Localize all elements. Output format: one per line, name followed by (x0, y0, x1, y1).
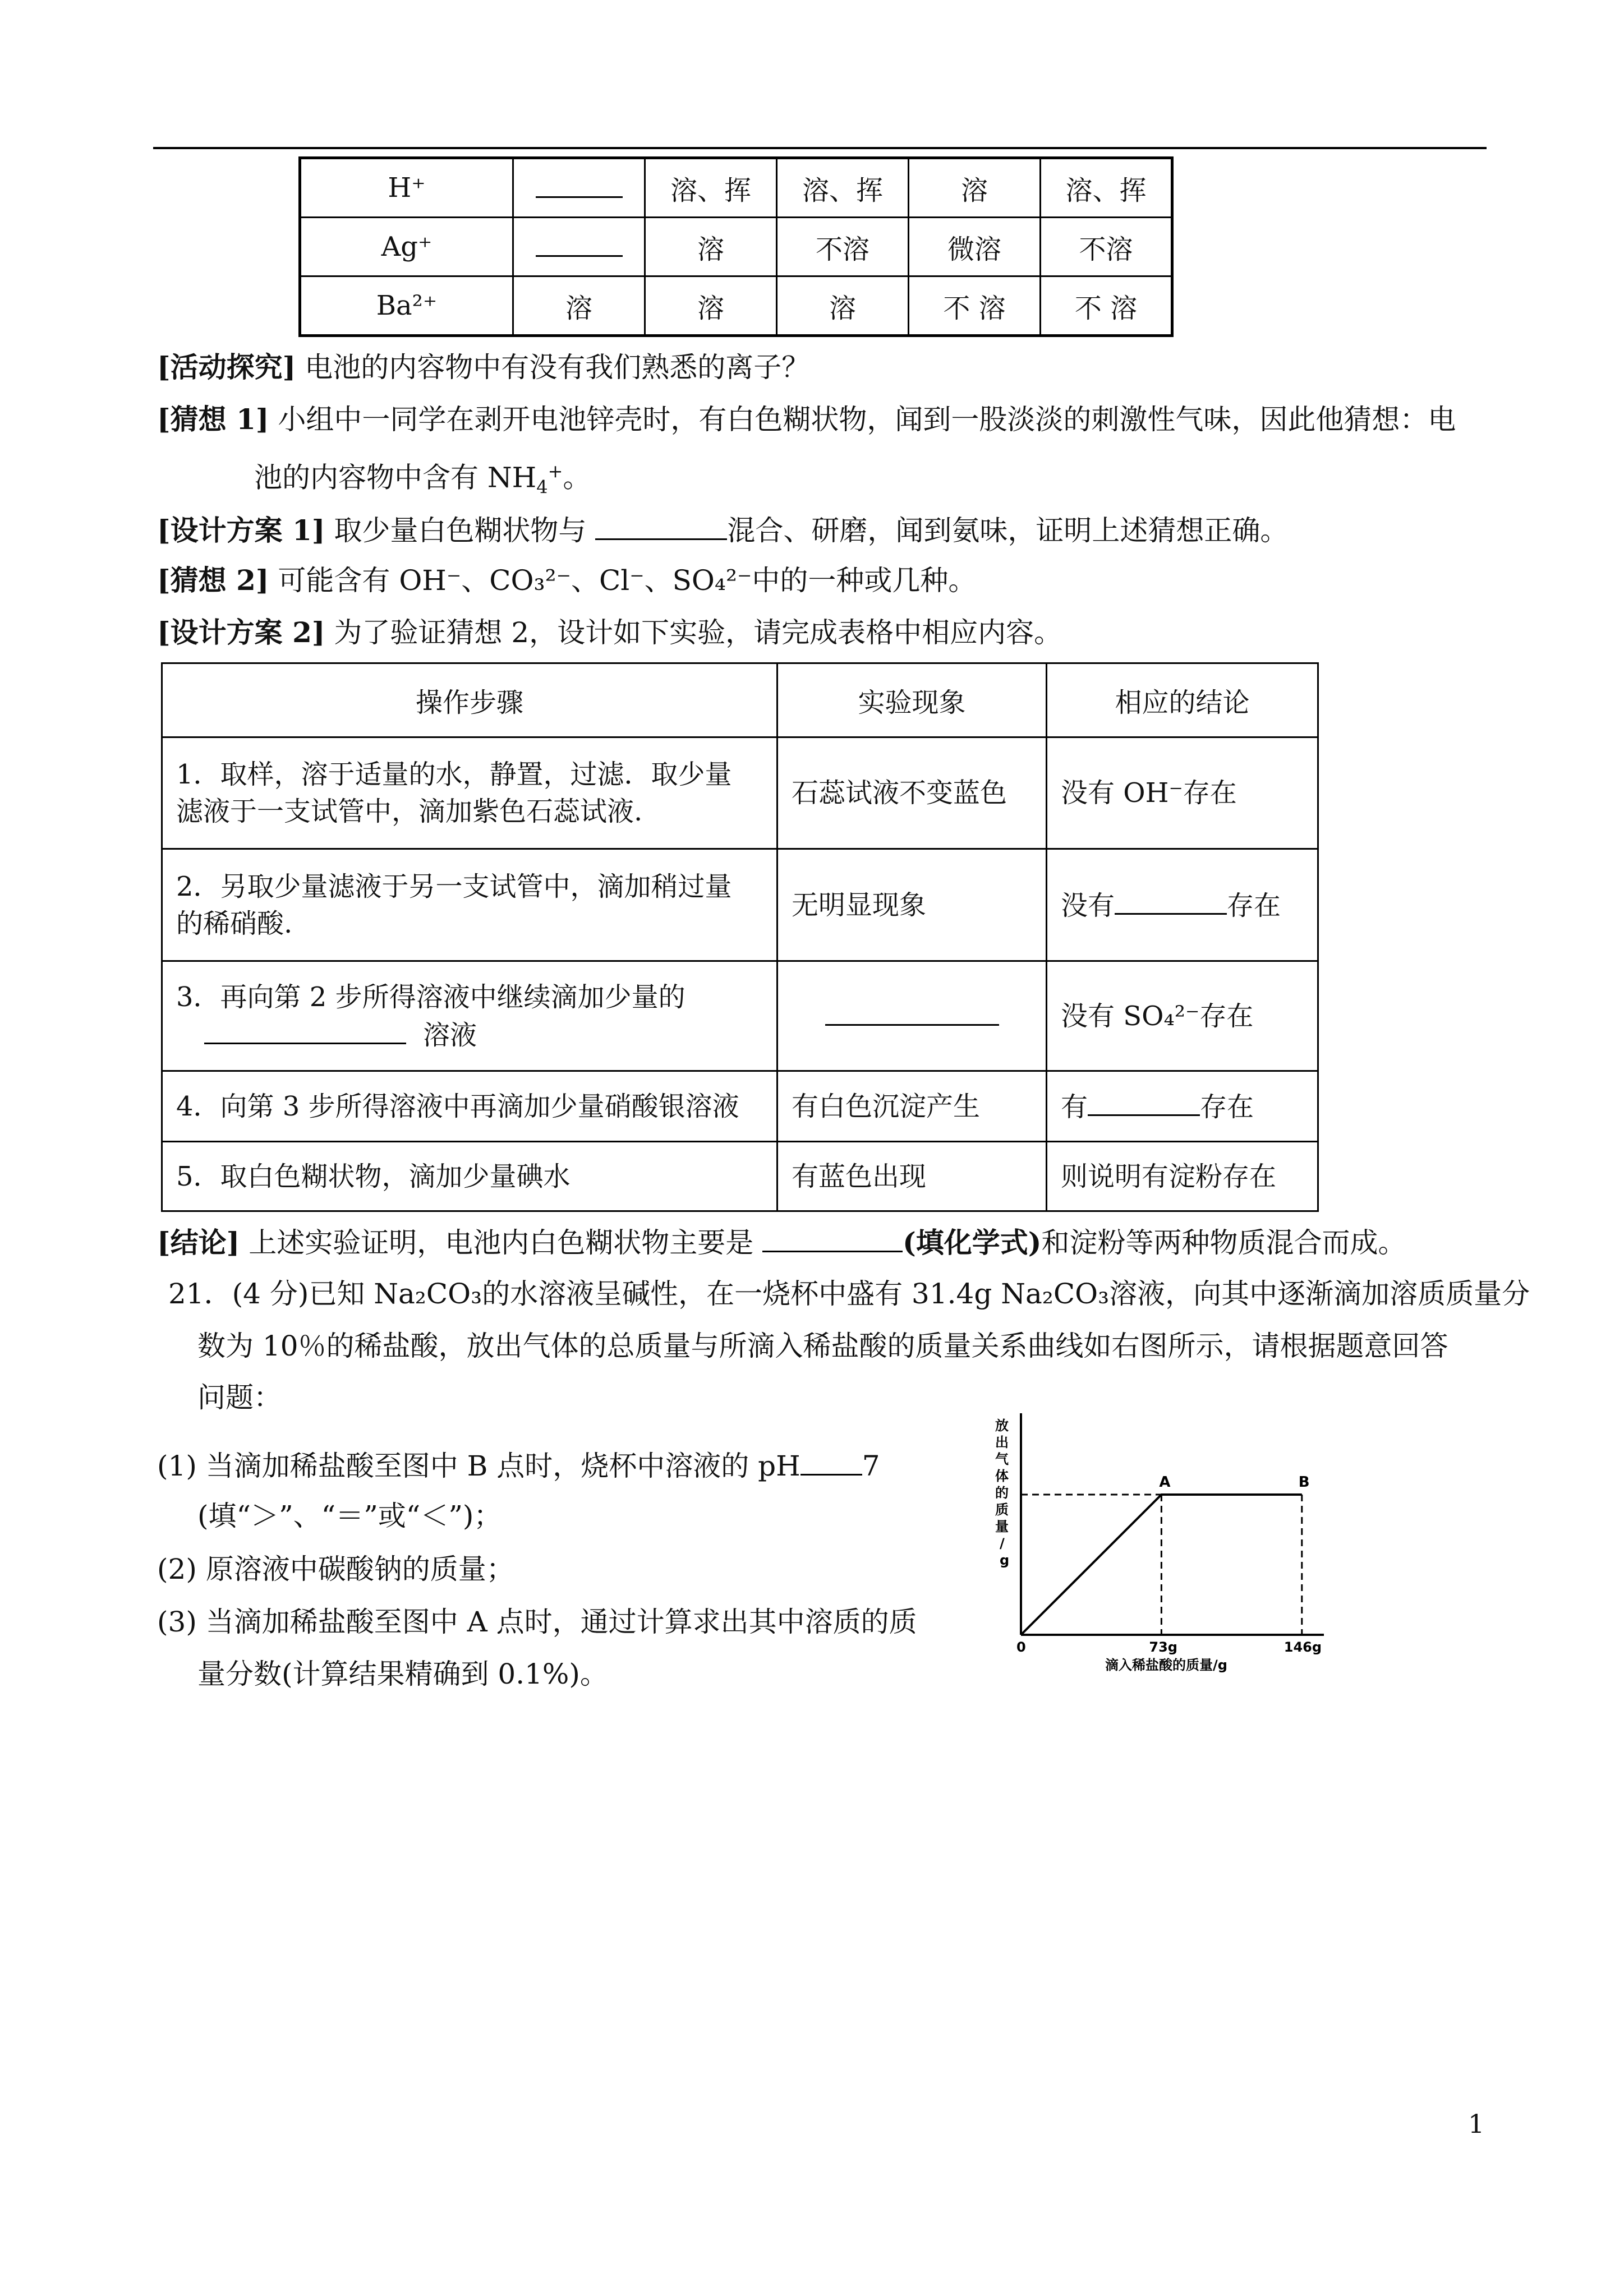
blank-cell (513, 158, 645, 218)
blank-cell (513, 218, 645, 276)
step-text-2: 的稀硝酸. (176, 907, 293, 939)
plan1-line: [设计方案 1] 取少量白色糊状物与 混合、研磨，闻到氨味，证明上述猜想正确。 (157, 511, 1288, 547)
step-cell (162, 961, 778, 1071)
experiment-row (162, 849, 1318, 961)
conclusion-cell: 则说明有淀粉存在 (1047, 1142, 1318, 1211)
ion-cell: H⁺ (300, 158, 513, 218)
step-cell (162, 1071, 778, 1142)
phenomenon-cell: 有白色沉淀产生 (778, 1071, 1047, 1142)
plan2-line: [设计方案 2] 为了验证猜想 2，设计如下实验，请完成表格中相应内容。 (157, 616, 1062, 649)
step-text: 5．取白色糊状物，滴加少量碘水 (176, 1160, 571, 1192)
experiment-row (162, 961, 1318, 1071)
conclusion-blank[interactable] (762, 1224, 903, 1252)
phenomenon-cell: 无明显现象 (778, 849, 1047, 961)
ion-cell: Ag⁺ (300, 218, 513, 276)
conclusion-cell: 没有 OH⁻存在 (1047, 737, 1318, 849)
x-tick-label: 73g (1149, 1639, 1177, 1655)
y-axis-label: 放出气体的质量/ g (995, 1418, 1010, 1568)
conclusion-cell: 没有 SO₄²⁻存在 (1047, 961, 1318, 1071)
solubility-row (300, 158, 1172, 218)
solubility-cell: 溶、挥 (1041, 158, 1172, 218)
header-rule (153, 147, 1487, 149)
col-header-phenomenon: 实验现象 (778, 663, 1047, 737)
col-header-steps: 操作步骤 (162, 663, 778, 737)
ion-cell: Ba²⁺ (300, 276, 513, 336)
conclusion-ion-blank[interactable] (1115, 886, 1227, 915)
conclusion-cell: 没有 存在 (1047, 849, 1318, 961)
q21-part3-line2: 量分数(计算结果精确到 0.1%)。 (197, 1658, 608, 1690)
q21-part2: (2) 原溶液中碳酸钠的质量； (157, 1553, 514, 1585)
phenomenon-cell: 石蕊试液不变蓝色 (778, 737, 1047, 849)
solubility-cell: 不溶 (777, 218, 909, 276)
step-cell (162, 849, 778, 961)
step-cell (162, 737, 778, 849)
plan1-blank[interactable] (595, 511, 727, 540)
q21-part1-hint: (填“＞”、“＝”或“＜”)； (197, 1500, 502, 1532)
solubility-cell: 溶、挥 (645, 158, 777, 218)
ph-blank[interactable] (801, 1447, 862, 1476)
origin-label: 0 (1016, 1639, 1026, 1655)
step-text: 2．另取少量滤液于另一支试管中，滴加稍过量 (176, 870, 732, 902)
guess2-line: [猜想 2] 可能含有 OH⁻、CO₃²⁻、Cl⁻、SO₄²⁻中的一种或几种。 (157, 564, 977, 597)
page-number: 1 (1468, 2109, 1485, 2139)
x-axis-label: 滴入稀盐酸的质量/g (1105, 1657, 1227, 1673)
solubility-row (300, 276, 1172, 336)
solubility-cell: 不 溶 (1041, 276, 1172, 336)
step-text: 3．再向第 2 步所得溶液中继续滴加少量的 (176, 981, 686, 1013)
q21-line1: 21．(4 分)已知 Na₂CO₃的水溶液呈碱性，在一烧杯中盛有 31.4g Na₂CO₃溶液，向其中逐渐滴加溶质质量分 (168, 1278, 1530, 1310)
experiment-row (162, 1071, 1318, 1142)
activity-line: [活动探究] 电池的内容物中有没有我们熟悉的离子？ (157, 351, 810, 384)
solubility-cell: 不溶 (1041, 218, 1172, 276)
step-cell (162, 1142, 778, 1211)
q21-line3: 问题： (197, 1381, 282, 1414)
solubility-cell: 不 溶 (909, 276, 1041, 336)
step-text-2: 溶液 (176, 1016, 763, 1054)
q21-line2: 数为 10％的稀盐酸，放出气体的总质量与所滴入稀盐酸的质量关系曲线如右图所示，请根据题意回答 (197, 1330, 1448, 1362)
q21-part1: (1) 当滴加稀盐酸至图中 B 点时，烧杯中溶液的 pH 7 (157, 1447, 880, 1483)
fill-blank[interactable] (536, 172, 623, 198)
solubility-cell: 溶 (645, 276, 777, 336)
point-label-b: B (1298, 1474, 1310, 1491)
fill-blank[interactable] (536, 230, 623, 257)
col-header-conclusion: 相应的结论 (1047, 663, 1318, 737)
phenomenon-blank[interactable] (825, 997, 999, 1026)
solubility-cell: 溶 (909, 158, 1041, 218)
experiment-row (162, 1142, 1318, 1211)
solubility-table (298, 156, 1174, 337)
phenomenon-cell (778, 961, 1047, 1071)
point-label-a: A (1159, 1474, 1171, 1491)
solubility-row (300, 218, 1172, 276)
conclusion-ion-blank[interactable] (1088, 1087, 1200, 1116)
step-text-2: 滤液于一支试管中，滴加紫色石蕊试液. (176, 796, 643, 827)
experiment-table (161, 662, 1319, 1212)
step-text: 4．向第 3 步所得溶液中再滴加少量硝酸银溶液 (176, 1090, 739, 1122)
solubility-cell: 溶 (645, 218, 777, 276)
solubility-cell: 溶 (777, 276, 909, 336)
guess1-line2: 池的内容物中含有 $NH_4^+$。 (254, 460, 591, 498)
conclusion-line: [结论] 上述实验证明，电池内白色糊状物主要是 (填化学式)和淀粉等两种物质混合而成。 (157, 1224, 1406, 1260)
solubility-cell: 微溶 (909, 218, 1041, 276)
solubility-cell: 溶 (513, 276, 645, 336)
experiment-row (162, 737, 1318, 849)
step-text: 1．取样，溶于适量的水，静置，过滤．取少量 (176, 759, 732, 790)
phenomenon-cell: 有蓝色出现 (778, 1142, 1047, 1211)
guess1-line: [猜想 1] 小组中一同学在剥开电池锌壳时，有白色糊状物，闻到一股淡淡的刺激性气味，因此他猜想：电 (157, 403, 1456, 436)
x-tick-label: 146g (1283, 1639, 1322, 1655)
solubility-cell: 溶、挥 (777, 158, 909, 218)
conclusion-cell: 有 存在 (1047, 1071, 1318, 1142)
gas-mass-chart (987, 1408, 1335, 1677)
reagent-blank[interactable] (204, 1016, 406, 1044)
q21-part3: (3) 当滴加稀盐酸至图中 A 点时，通过计算求出其中溶质的质 (157, 1606, 917, 1638)
